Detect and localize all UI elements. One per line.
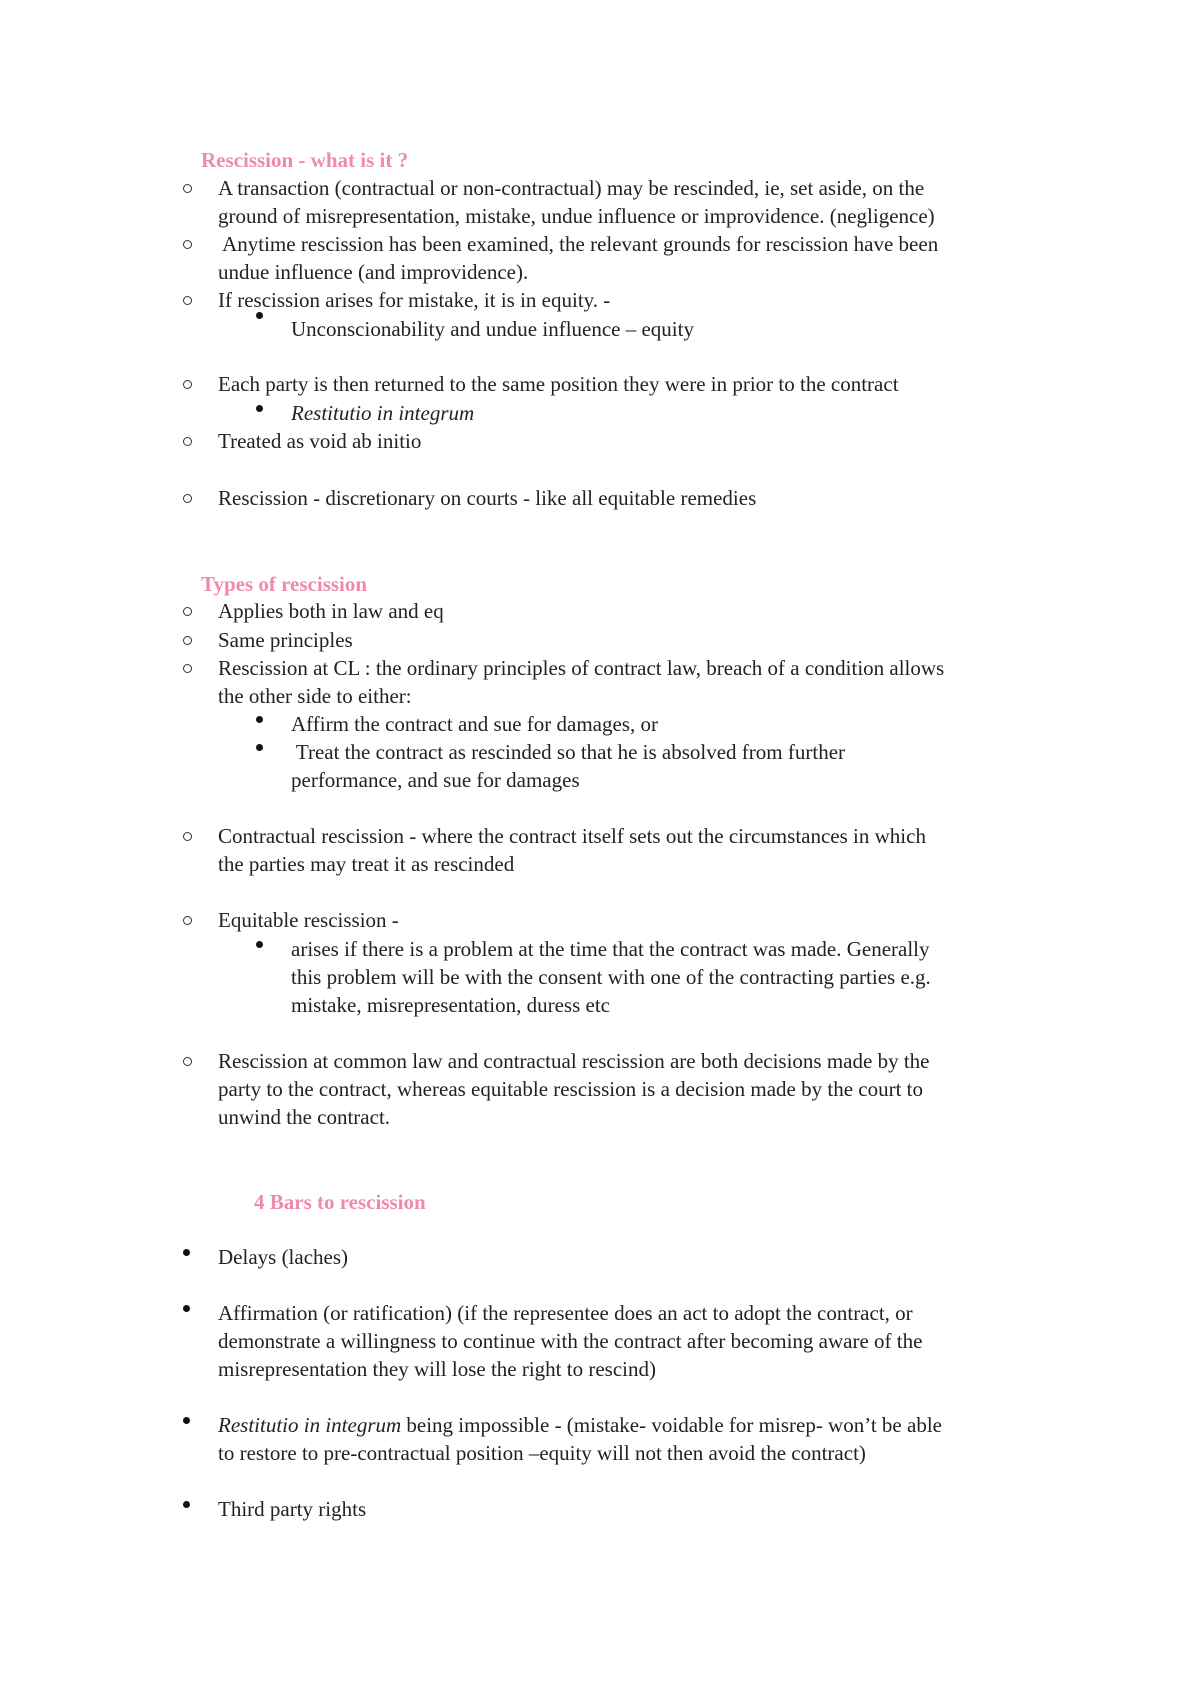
list-item-text xyxy=(218,1411,942,1439)
sub-list-item-text: mistake, misrepresentation, duress etc xyxy=(291,993,610,1017)
circle-bullet-icon xyxy=(183,494,192,503)
list-item-text: Delays (laches) xyxy=(218,1245,349,1269)
bullet-dot-icon xyxy=(256,941,263,948)
circle-bullet-icon xyxy=(183,380,192,389)
bullet-dot-icon xyxy=(256,716,263,723)
bullet-dot-icon xyxy=(183,1501,190,1508)
circle-bullet-icon xyxy=(183,607,192,616)
bullet-dot-icon xyxy=(183,1305,190,1312)
list-item-text: to restore to pre-contractual position –equity will not then avoid the contract) xyxy=(218,1441,866,1465)
list-item-text: Rescission at CL : the ordinary principles of contract law, breach of a condition allows xyxy=(218,656,945,680)
bullet-dot-icon xyxy=(256,405,263,412)
sub-list-item-text: performance, and sue for damages xyxy=(291,768,580,792)
circle-bullet-icon xyxy=(183,1057,192,1066)
list-item-text: Anytime rescission has been examined, the relevant grounds for rescission have been xyxy=(218,232,939,256)
circle-bullet-icon xyxy=(183,184,192,193)
list-item-text: demonstrate a willingness to continue with the contract after becoming aware of the xyxy=(218,1329,923,1353)
list-item-text: Rescission - discretionary on courts - like all equitable remedies xyxy=(218,486,757,510)
list-item-text: Same principles xyxy=(218,628,353,652)
section-heading-bars-to-rescission: 4 Bars to rescission xyxy=(254,1190,426,1214)
circle-bullet-icon xyxy=(183,832,192,841)
latin-term: Restitutio in integrum xyxy=(218,1413,402,1437)
list-item-text: ground of misrepresentation, mistake, undue influence or improvidence. (negligence) xyxy=(218,204,935,228)
bullet-dot-icon xyxy=(183,1417,190,1424)
list-item-text: party to the contract, whereas equitable rescission is a decision made by the court to xyxy=(218,1077,924,1101)
list-item-text: misrepresentation they will lose the right to rescind) xyxy=(218,1357,656,1381)
circle-bullet-icon xyxy=(183,664,192,673)
bullet-dot-icon xyxy=(256,744,263,751)
list-item-text: undue influence (and improvidence). xyxy=(218,260,529,284)
circle-bullet-icon xyxy=(183,437,192,446)
list-item-text: Treated as void ab initio xyxy=(218,429,422,453)
sub-list-item-text: Unconscionability and undue influence – equity xyxy=(291,317,694,341)
list-item-text: If rescission arises for mistake, it is in equity. - xyxy=(218,288,611,312)
circle-bullet-icon xyxy=(183,916,192,925)
circle-bullet-icon xyxy=(183,240,192,249)
list-item-text: A transaction (contractual or non-contractual) may be rescinded, ie, set aside, on the xyxy=(218,176,925,200)
sub-list-item-text: this problem will be with the consent with one of the contracting parties e.g. xyxy=(291,965,931,989)
list-item-text: the parties may treat it as rescinded xyxy=(218,852,515,876)
list-item-text: Third party rights xyxy=(218,1497,367,1521)
circle-bullet-icon xyxy=(183,296,192,305)
sub-list-item-text: arises if there is a problem at the time that the contract was made. Generally xyxy=(291,937,930,961)
list-item-text: Equitable rescission - xyxy=(218,908,399,932)
section-heading-types-of-rescission: Types of rescission xyxy=(201,572,368,596)
sub-list-item-text: Affirm the contract and sue for damages, or xyxy=(291,712,658,736)
list-item-text: unwind the contract. xyxy=(218,1105,391,1129)
list-item-text-continued: being impossible - (mistake- voidable for misrep- won’t be able xyxy=(401,1413,942,1437)
sub-list-item-text: Restitutio in integrum xyxy=(291,401,475,425)
list-item-text: the other side to either: xyxy=(218,684,412,708)
list-item-text: Applies both in law and eq xyxy=(218,599,444,623)
bullet-dot-icon xyxy=(256,312,263,319)
circle-bullet-icon xyxy=(183,636,192,645)
list-item-text: Contractual rescission - where the contract itself sets out the circumstances in which xyxy=(218,824,926,848)
sub-list-item-text: Treat the contract as rescinded so that he is absolved from further xyxy=(291,740,846,764)
list-item-text: Affirmation (or ratification) (if the representee does an act to adopt the contract, or xyxy=(218,1301,913,1325)
bullet-dot-icon xyxy=(183,1249,190,1256)
list-item-text: Each party is then returned to the same position they were in prior to the contract xyxy=(218,372,899,396)
list-item-text: Rescission at common law and contractual rescission are both decisions made by the xyxy=(218,1049,930,1073)
section-heading-what-is-rescission: Rescission - what is it ? xyxy=(201,148,409,172)
